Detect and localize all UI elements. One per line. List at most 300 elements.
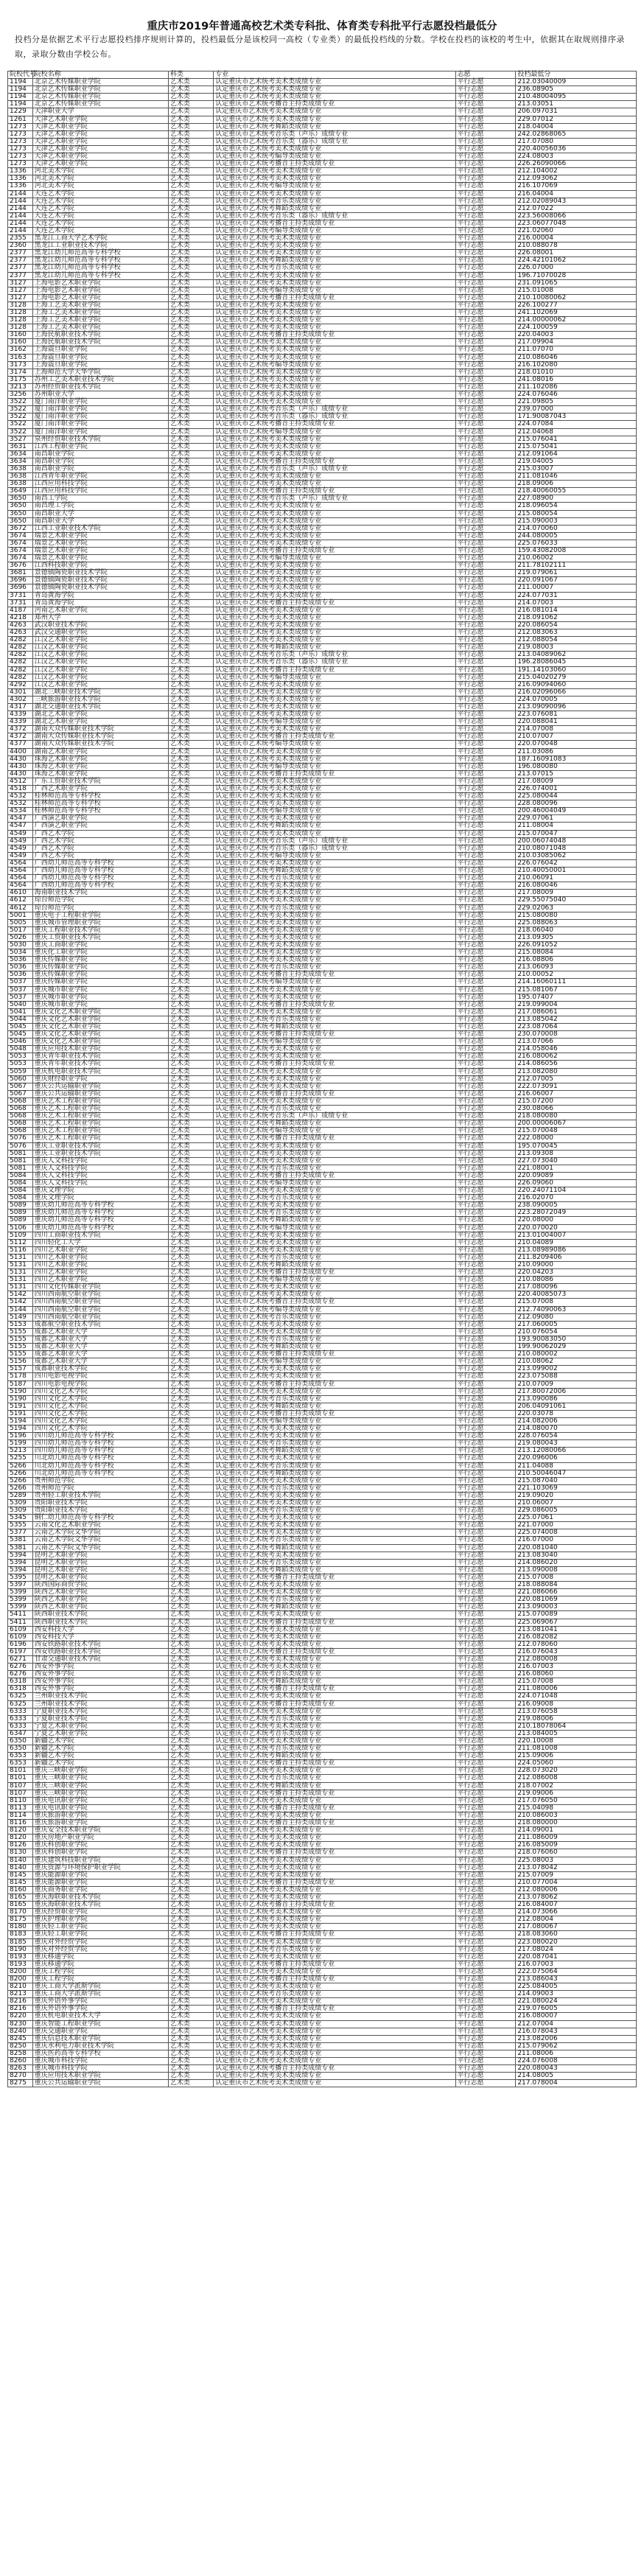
cell-min-score: 218.06040 xyxy=(516,926,637,934)
cell-category: 艺术类 xyxy=(168,1655,213,1663)
table-row xyxy=(8,1061,637,1068)
cell-major: 认定重庆市艺术统考舞蹈类成绩专业 xyxy=(214,1782,455,1790)
cell-min-score: 211.00007 xyxy=(516,584,637,592)
cell-school-name: 广西艺术学院 xyxy=(32,852,168,859)
cell-min-score: 221.09805 xyxy=(516,399,637,406)
cell-major: 认定重庆市艺术统考编导类成绩专业 xyxy=(214,1306,455,1313)
table-row xyxy=(8,473,637,481)
table-row xyxy=(8,1083,637,1090)
cell-major: 认定重庆市艺术统考舞蹈类成绩专业 xyxy=(214,1217,455,1224)
table-row xyxy=(8,436,637,443)
cell-school-code: 6276 xyxy=(8,1671,33,1678)
cell-school-name: 江西工业职业技术学院 xyxy=(32,525,168,532)
cell-school-name: 广东工贸职业技术学院 xyxy=(32,778,168,785)
cell-category: 艺术类 xyxy=(168,934,213,941)
cell-school-code: 3127 xyxy=(8,294,33,301)
cell-school-name: 西安外事学院 xyxy=(32,1664,168,1671)
cell-school-code: 5191 xyxy=(8,1403,33,1410)
cell-category: 艺术类 xyxy=(168,1433,213,1440)
cell-min-score: 215.07008 xyxy=(516,1678,637,1686)
cell-school-name: 重庆公共运输职业学院 xyxy=(32,1090,168,1097)
cell-preference: 平行志愿 xyxy=(455,1484,516,1492)
cell-school-code: 4532 xyxy=(8,793,33,800)
cell-major: 认定重庆市艺术统考美术类成绩专业 xyxy=(214,145,455,153)
cell-major: 认定重庆市艺术统考美术类成绩专业 xyxy=(214,376,455,383)
cell-preference: 平行志愿 xyxy=(455,1998,516,2006)
cell-school-code: 5089 xyxy=(8,1217,33,1224)
cell-preference: 平行志愿 xyxy=(455,733,516,741)
table-row xyxy=(8,599,637,607)
cell-school-code: 5381 xyxy=(8,1537,33,1544)
cell-major: 认定重庆市艺术统考播音主持类成绩专业 xyxy=(214,1700,455,1708)
cell-school-code: 5041 xyxy=(8,1008,33,1016)
table-row xyxy=(8,823,637,830)
cell-preference: 平行志愿 xyxy=(455,503,516,510)
cell-major: 认定重庆市艺术统考美术类成绩专业 xyxy=(214,1738,455,1745)
cell-preference: 平行志愿 xyxy=(455,1075,516,1083)
cell-major: 认定重庆市艺术统考舞蹈类成绩专业 xyxy=(214,1120,455,1128)
cell-school-code: 5395 xyxy=(8,1574,33,1581)
table-row xyxy=(8,1484,637,1492)
cell-min-score: 210.077004 xyxy=(516,1879,637,1886)
cell-school-name: 新疆艺术学院 xyxy=(32,1753,168,1760)
cell-min-score: 224.08003 xyxy=(516,153,637,161)
cell-school-code: 4187 xyxy=(8,607,33,614)
cell-major: 认定重庆市艺术统考美术类成绩专业 xyxy=(214,525,455,532)
cell-category: 艺术类 xyxy=(168,875,213,882)
cell-category: 艺术类 xyxy=(168,242,213,250)
cell-category: 艺术类 xyxy=(168,1864,213,1871)
cell-major: 认定重庆市艺术统考播音主持类成绩专业 xyxy=(214,1090,455,1097)
cell-min-score: 219.099004 xyxy=(516,1001,637,1008)
cell-school-code: 4263 xyxy=(8,629,33,637)
cell-school-name: 重庆海联职业技术学院 xyxy=(32,1902,168,1909)
cell-preference: 平行志愿 xyxy=(455,1448,516,1455)
cell-major: 认定重庆市艺术统考美术类成绩专业 xyxy=(214,2042,455,2050)
cell-category: 艺术类 xyxy=(168,517,213,525)
cell-school-name: 重庆工业职业技术学院 xyxy=(32,1150,168,1157)
cell-category: 艺术类 xyxy=(168,399,213,406)
cell-school-code: 4282 xyxy=(8,674,33,681)
cell-preference: 平行志愿 xyxy=(455,599,516,607)
cell-school-name: 上海工艺美术职业学院 xyxy=(32,301,168,309)
cell-preference: 平行志愿 xyxy=(455,703,516,711)
cell-major: 认定重庆市艺术统考音乐类（器乐）成绩专业 xyxy=(214,413,455,421)
cell-preference: 平行志愿 xyxy=(455,1202,516,1210)
cell-school-code: 5149 xyxy=(8,1313,33,1321)
cell-preference: 平行志愿 xyxy=(455,1388,516,1395)
cell-major: 认定重庆市艺术统考美术类成绩专业 xyxy=(214,1321,455,1328)
cell-category: 艺术类 xyxy=(168,1529,213,1537)
cell-min-score: 212.07004 xyxy=(516,2020,637,2028)
cell-category: 艺术类 xyxy=(168,1626,213,1633)
cell-preference: 平行志愿 xyxy=(455,2035,516,2042)
cell-major: 认定重庆市艺术统考美术类成绩专业 xyxy=(214,711,455,719)
table-row xyxy=(8,1775,637,1782)
cell-school-code: 8200 xyxy=(8,1976,33,1983)
cell-major: 认定重庆市艺术统考美术类成绩专业 xyxy=(214,175,455,183)
cell-school-code: 1194 xyxy=(8,94,33,101)
cell-major: 认定重庆市艺术统考音乐类成绩专业 xyxy=(214,1254,455,1261)
cell-preference: 平行志愿 xyxy=(455,1440,516,1448)
cell-preference: 平行志愿 xyxy=(455,361,516,369)
cell-preference: 平行志愿 xyxy=(455,1395,516,1403)
cell-school-code: 8185 xyxy=(8,1938,33,1946)
cell-school-code: 3731 xyxy=(8,592,33,599)
cell-min-score: 218.096054 xyxy=(516,503,637,510)
cell-major: 认定重庆市艺术统考美术类成绩专业 xyxy=(214,1232,455,1239)
cell-preference: 平行志愿 xyxy=(455,450,516,458)
cell-min-score: 226.26090066 xyxy=(516,161,637,168)
cell-preference: 平行志愿 xyxy=(455,763,516,770)
table-row xyxy=(8,1097,637,1105)
cell-school-name: 重庆工程学院 xyxy=(32,1968,168,1975)
cell-school-code: 6196 xyxy=(8,1641,33,1648)
cell-school-code: 4512 xyxy=(8,778,33,785)
cell-preference: 平行志愿 xyxy=(455,1224,516,1232)
cell-category: 艺术类 xyxy=(168,153,213,161)
cell-school-name: 重庆能源职业学院 xyxy=(32,1871,168,1879)
cell-category: 艺术类 xyxy=(168,964,213,971)
cell-major: 认定重庆市艺术统考美术类成绩专业 xyxy=(214,941,455,949)
cell-preference: 平行志愿 xyxy=(455,1722,516,1730)
cell-min-score: 216.07003 xyxy=(516,1961,637,1968)
cell-school-code: 5084 xyxy=(8,1187,33,1195)
cell-school-name: 西安铁路职业技术学院 xyxy=(32,1641,168,1648)
cell-school-code: 6333 xyxy=(8,1715,33,1722)
cell-school-name: 四川文化艺术学院 xyxy=(32,1403,168,1410)
cell-school-code: 5355 xyxy=(8,1522,33,1529)
cell-category: 艺术类 xyxy=(168,1664,213,1671)
cell-category: 艺术类 xyxy=(168,1566,213,1574)
cell-school-code: 5067 xyxy=(8,1083,33,1090)
cell-major: 认定重庆市艺术统考美术类成绩专业 xyxy=(214,1864,455,1871)
cell-school-code: 4301 xyxy=(8,688,33,696)
cell-min-score: 187.16091083 xyxy=(516,755,637,763)
cell-major: 认定重庆市艺术统考美术类成绩专业 xyxy=(214,1835,455,1842)
cell-school-name: 成都职业技术学院 xyxy=(32,1366,168,1373)
table-row xyxy=(8,205,637,212)
cell-school-code: 3522 xyxy=(8,413,33,421)
table-row xyxy=(8,584,637,592)
cell-min-score: 220.04003 xyxy=(516,332,637,339)
cell-school-name: 四川文化艺术学院 xyxy=(32,1395,168,1403)
cell-major: 认定重庆市艺术统考播音主持类成绩专业 xyxy=(214,2006,455,2013)
table-row xyxy=(8,383,637,391)
cell-school-name: 上海震旦职业学院 xyxy=(32,346,168,354)
cell-major: 认定重庆市艺术统考美术类成绩专业 xyxy=(214,584,455,592)
cell-category: 艺术类 xyxy=(168,116,213,123)
cell-category: 艺术类 xyxy=(168,808,213,815)
cell-major: 认定重庆市艺术统考编导类成绩专业 xyxy=(214,1179,455,1187)
cell-category: 艺术类 xyxy=(168,741,213,748)
cell-school-name: 珠海艺术职业学院 xyxy=(32,755,168,763)
table-row xyxy=(8,2020,637,2028)
cell-school-name: 南昌职业学院 xyxy=(32,465,168,472)
cell-preference: 平行志愿 xyxy=(455,1544,516,1551)
cell-category: 艺术类 xyxy=(168,339,213,346)
cell-school-code: 3674 xyxy=(8,532,33,540)
cell-min-score: 216.09008 xyxy=(516,1700,637,1708)
cell-major: 认定重庆市艺术统考音乐类（器乐）成绩专业 xyxy=(214,138,455,145)
table-row xyxy=(8,517,637,525)
cell-major: 认定重庆市艺术统考美术类成绩专业 xyxy=(214,1500,455,1507)
cell-preference: 平行志愿 xyxy=(455,1931,516,1938)
cell-category: 艺术类 xyxy=(168,719,213,726)
cell-category: 艺术类 xyxy=(168,629,213,637)
cell-preference: 平行志愿 xyxy=(455,1991,516,1998)
cell-preference: 平行志愿 xyxy=(455,1381,516,1388)
cell-major: 认定重庆市艺术统考音乐类成绩专业 xyxy=(214,1671,455,1678)
cell-min-score: 213.06093 xyxy=(516,964,637,971)
cell-preference: 平行志愿 xyxy=(455,1016,516,1023)
cell-category: 艺术类 xyxy=(168,1722,213,1730)
cell-major: 认定重庆市艺术统考播音主持类成绩专业 xyxy=(214,1351,455,1358)
cell-school-code: 4610 xyxy=(8,890,33,897)
table-row xyxy=(8,2028,637,2035)
cell-major: 认定重庆市艺术统考美术类成绩专业 xyxy=(214,1551,455,1559)
cell-category: 艺术类 xyxy=(168,1075,213,1083)
cell-school-name: 重庆旅游职业学院 xyxy=(32,1812,168,1819)
cell-preference: 平行志愿 xyxy=(455,1893,516,1901)
cell-school-name: 成都艺术职业大学 xyxy=(32,1358,168,1366)
cell-category: 艺术类 xyxy=(168,421,213,428)
header-school-name: 院校名称 xyxy=(32,71,168,79)
cell-major: 认定重庆市艺术统考播音主持类成绩专业 xyxy=(214,599,455,607)
table-row xyxy=(8,1269,637,1277)
cell-major: 认定重庆市艺术统考播音主持类成绩专业 xyxy=(214,1804,455,1812)
cell-category: 艺术类 xyxy=(168,1410,213,1417)
table-row xyxy=(8,696,637,703)
cell-min-score: 222.073091 xyxy=(516,1083,637,1090)
cell-school-name: 厦门南洋职业学院 xyxy=(32,406,168,413)
cell-preference: 平行志愿 xyxy=(455,994,516,1001)
cell-major: 认定重庆市艺术统考播音主持类成绩专业 xyxy=(214,458,455,465)
cell-preference: 平行志愿 xyxy=(455,1946,516,1953)
cell-major: 认定重庆市艺术统考美术类成绩专业 xyxy=(214,859,455,867)
cell-category: 艺术类 xyxy=(168,763,213,770)
cell-school-name: 新疆艺术学院 xyxy=(32,1738,168,1745)
cell-category: 艺术类 xyxy=(168,711,213,719)
cell-min-score: 217.078004 xyxy=(516,2080,637,2087)
cell-min-score: 215.080080 xyxy=(516,912,637,919)
cell-school-name: 重庆工商职业学院 xyxy=(32,941,168,949)
cell-major: 认定重庆市艺术统考美术类成绩专业 xyxy=(214,235,455,242)
cell-major: 认定重庆市艺术统考编导类成绩专业 xyxy=(214,852,455,859)
cell-category: 艺术类 xyxy=(168,674,213,681)
cell-school-name: 广西艺术学院 xyxy=(32,837,168,845)
cell-min-score: 214.070060 xyxy=(516,525,637,532)
cell-category: 艺术类 xyxy=(168,220,213,227)
cell-major: 认定重庆市艺术统考美术类成绩专业 xyxy=(214,1373,455,1381)
cell-category: 艺术类 xyxy=(168,1537,213,1544)
cell-school-name: 南昌理工学院 xyxy=(32,503,168,510)
cell-school-code: 6271 xyxy=(8,1655,33,1663)
table-row xyxy=(8,428,637,436)
cell-category: 艺术类 xyxy=(168,168,213,175)
cell-school-name: 重庆文化艺术职业学院 xyxy=(32,1039,168,1046)
cell-category: 艺术类 xyxy=(168,1507,213,1515)
cell-school-name: 宁夏艺术职业学院 xyxy=(32,1730,168,1737)
cell-preference: 平行志愿 xyxy=(455,1753,516,1760)
cell-school-name: 重庆交通职业学院 xyxy=(32,2028,168,2035)
cell-category: 艺术类 xyxy=(168,361,213,369)
table-row xyxy=(8,1886,637,1893)
cell-major: 认定重庆市艺术统考播音主持类成绩专业 xyxy=(214,1648,455,1655)
cell-major: 认定重庆市艺术统考编导类成绩专业 xyxy=(214,808,455,815)
table-row xyxy=(8,220,637,227)
table-row xyxy=(8,629,637,637)
cell-major: 认定重庆市艺术统考音乐类成绩专业 xyxy=(214,1745,455,1753)
cell-school-code: 2144 xyxy=(8,220,33,227)
cell-major: 认定重庆市艺术统考美术类成绩专业 xyxy=(214,94,455,101)
cell-preference: 平行志愿 xyxy=(455,2013,516,2020)
cell-preference: 平行志愿 xyxy=(455,175,516,183)
table-row xyxy=(8,1321,637,1328)
cell-category: 艺术类 xyxy=(168,1417,213,1425)
cell-preference: 平行志愿 xyxy=(455,786,516,793)
cell-school-code: 1229 xyxy=(8,108,33,116)
table-row xyxy=(8,1142,637,1150)
cell-preference: 平行志愿 xyxy=(455,1039,516,1046)
cell-school-code: 3173 xyxy=(8,361,33,369)
cell-min-score: 214.16060111 xyxy=(516,979,637,986)
cell-category: 艺术类 xyxy=(168,1179,213,1187)
cell-major: 认定重庆市艺术统考美术类成绩专业 xyxy=(214,755,455,763)
cell-min-score: 211.102086 xyxy=(516,383,637,391)
table-row xyxy=(8,2065,637,2073)
cell-min-score: 215.07008 xyxy=(516,1299,637,1306)
cell-school-name: 四川艺术职业学院 xyxy=(32,1277,168,1284)
cell-school-name: 湖南大众传媒职业技术学院 xyxy=(32,733,168,741)
table-row xyxy=(8,1760,637,1767)
cell-min-score: 213.076058 xyxy=(516,1708,637,1715)
cell-school-code: 8210 xyxy=(8,1983,33,1991)
cell-school-code: 5089 xyxy=(8,1202,33,1210)
cell-min-score: 241.102069 xyxy=(516,310,637,317)
cell-school-code: 4372 xyxy=(8,733,33,741)
table-row xyxy=(8,621,637,629)
cell-school-code: 5213 xyxy=(8,1448,33,1455)
cell-major: 认定重庆市艺术统考音乐类成绩专业 xyxy=(214,1336,455,1343)
cell-major: 认定重庆市艺术统考美术类成绩专业 xyxy=(214,310,455,317)
table-row xyxy=(8,1016,637,1023)
cell-major: 认定重庆市艺术统考美术类成绩专业 xyxy=(214,570,455,577)
cell-preference: 平行志愿 xyxy=(455,1529,516,1537)
cell-school-name: 广西艺术学院 xyxy=(32,830,168,837)
cell-school-code: 8193 xyxy=(8,1953,33,1961)
cell-category: 艺术类 xyxy=(168,279,213,287)
cell-school-code: 1273 xyxy=(8,138,33,145)
cell-school-name: 四川文化艺术学院 xyxy=(32,1388,168,1395)
cell-category: 艺术类 xyxy=(168,473,213,481)
cell-major: 认定重庆市艺术统考美术类成绩专业 xyxy=(214,1388,455,1395)
cell-preference: 平行志愿 xyxy=(455,637,516,644)
cell-category: 艺术类 xyxy=(168,1336,213,1343)
cell-category: 艺术类 xyxy=(168,1313,213,1321)
cell-major: 认定重庆市艺术统考美术类成绩专业 xyxy=(214,1291,455,1299)
cell-category: 艺术类 xyxy=(168,919,213,926)
cell-category: 艺术类 xyxy=(168,123,213,130)
cell-school-name: 重庆水利电力职业技术学院 xyxy=(32,2042,168,2050)
table-row xyxy=(8,175,637,183)
table-row xyxy=(8,272,637,279)
cell-major: 认定重庆市艺术统考美术类成绩专业 xyxy=(214,1455,455,1462)
cell-school-name: 景德镇陶瓷职业技术学院 xyxy=(32,570,168,577)
cell-school-name: 黑龙江幼儿师范高等专科学校 xyxy=(32,265,168,272)
cell-major: 认定重庆市艺术统考音乐类成绩专业 xyxy=(214,1195,455,1202)
cell-school-name: 成都艺术职业大学 xyxy=(32,1344,168,1351)
cell-min-score: 213.078042 xyxy=(516,1864,637,1871)
cell-min-score: 212.07022 xyxy=(516,205,637,212)
cell-school-code: 4534 xyxy=(8,808,33,815)
cell-min-score: 219.09006 xyxy=(516,1790,637,1797)
cell-preference: 平行志愿 xyxy=(455,882,516,890)
table-row xyxy=(8,465,637,472)
cell-school-name: 新疆艺术学院 xyxy=(32,1745,168,1753)
cell-major: 认定重庆市艺术统考美术类成绩专业 xyxy=(214,1664,455,1671)
table-row xyxy=(8,1849,637,1857)
cell-school-code: 8216 xyxy=(8,1998,33,2006)
cell-category: 艺术类 xyxy=(168,1269,213,1277)
cell-preference: 平行志愿 xyxy=(455,852,516,859)
cell-category: 艺术类 xyxy=(168,138,213,145)
cell-preference: 平行志愿 xyxy=(455,1738,516,1745)
cell-school-code: 3696 xyxy=(8,577,33,584)
cell-school-code: 8114 xyxy=(8,1812,33,1819)
cell-min-score: 211.03086 xyxy=(516,748,637,755)
cell-min-score: 210.07009 xyxy=(516,1381,637,1388)
cell-school-name: 青岛黄海学院 xyxy=(32,592,168,599)
table-row xyxy=(8,741,637,748)
cell-min-score: 206.097031 xyxy=(516,108,637,116)
cell-major: 认定重庆市艺术统考美术类成绩专业 xyxy=(214,108,455,116)
cell-preference: 平行志愿 xyxy=(455,205,516,212)
cell-school-name: 苏州工艺美术职业技术学院 xyxy=(32,376,168,383)
cell-major: 认定重庆市艺术统考美术类成绩专业 xyxy=(214,2080,455,2087)
cell-school-code: 3650 xyxy=(8,510,33,517)
cell-category: 艺术类 xyxy=(168,949,213,957)
cell-min-score: 213.04089062 xyxy=(516,652,637,659)
cell-school-name: 四川西南航空职业学院 xyxy=(32,1313,168,1321)
cell-min-score: 212.093062 xyxy=(516,175,637,183)
cell-school-name: 兰州职业技术学院 xyxy=(32,1700,168,1708)
cell-preference: 平行志愿 xyxy=(455,1924,516,1931)
cell-preference: 平行志愿 xyxy=(455,2080,516,2087)
cell-category: 艺术类 xyxy=(168,1210,213,1217)
table-row xyxy=(8,279,637,287)
cell-major: 认定重庆市艺术统考美术类成绩专业 xyxy=(214,1998,455,2006)
table-row xyxy=(8,332,637,339)
cell-preference: 平行志愿 xyxy=(455,1953,516,1961)
table-row xyxy=(8,1537,637,1544)
cell-category: 艺术类 xyxy=(168,592,213,599)
cell-preference: 平行志愿 xyxy=(455,1961,516,1968)
cell-school-name: 广西艺术学院 xyxy=(32,845,168,852)
cell-min-score: 210.08071048 xyxy=(516,845,637,852)
cell-school-name: 重庆工业职业技术学院 xyxy=(32,1142,168,1150)
cell-preference: 平行志愿 xyxy=(455,458,516,465)
cell-min-score: 214.058046 xyxy=(516,1046,637,1053)
cell-min-score: 212.088054 xyxy=(516,637,637,644)
cell-preference: 平行志愿 xyxy=(455,1090,516,1097)
cell-school-code: 4532 xyxy=(8,800,33,808)
cell-category: 艺术类 xyxy=(168,1172,213,1179)
cell-school-name: 天津艺术职业学院 xyxy=(32,138,168,145)
cell-min-score: 216.09094060 xyxy=(516,681,637,688)
table-row xyxy=(8,793,637,800)
cell-school-code: 3674 xyxy=(8,548,33,555)
